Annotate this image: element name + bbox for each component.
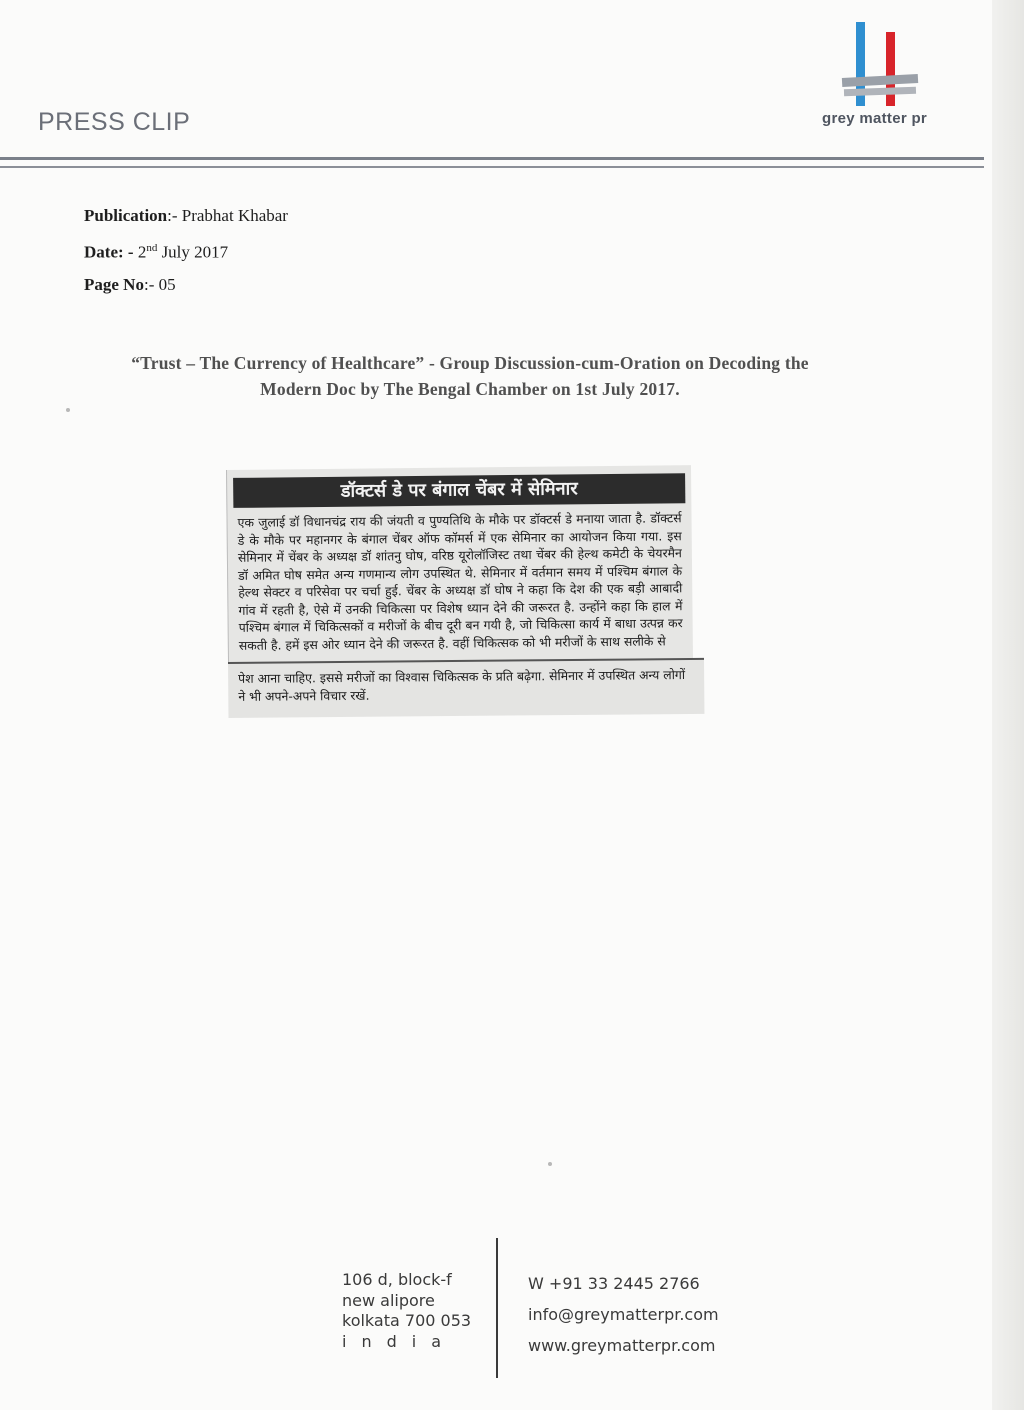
contact-email[interactable]: info@greymatterpr.com bbox=[528, 1305, 719, 1324]
logo-mark-icon bbox=[840, 22, 920, 108]
footer-address bbox=[342, 1270, 472, 1352]
footer-divider bbox=[496, 1238, 498, 1378]
grey-matter-logo bbox=[822, 20, 942, 132]
contact-website[interactable]: www.greymatterpr.com bbox=[528, 1336, 716, 1355]
scan-speck bbox=[66, 408, 70, 412]
page-value: :- 05 bbox=[143, 274, 176, 294]
address-line-1: 106 d, block-f bbox=[342, 1270, 452, 1289]
headline-line-2: Modern Doc by The Bengal Chamber on 1st July 2017. bbox=[260, 379, 680, 399]
scan-speck bbox=[548, 1162, 552, 1166]
address-line-3: kolkata 700 053 bbox=[342, 1311, 472, 1330]
header-rule-secondary bbox=[0, 166, 984, 168]
scan-edge bbox=[992, 0, 1024, 1410]
date-rest: July 2017 bbox=[161, 242, 229, 262]
footer-contact bbox=[528, 1268, 719, 1361]
article-headline bbox=[80, 350, 860, 402]
page-label: Page No bbox=[84, 274, 144, 294]
date-day: 2 bbox=[137, 242, 147, 262]
clip-metadata bbox=[84, 200, 288, 301]
address-line-4: india bbox=[342, 1331, 456, 1351]
page-title: PRESS CLIP bbox=[38, 108, 191, 136]
publication-value: :- Prabhat Khabar bbox=[167, 206, 288, 225]
newspaper-clipping-continuation bbox=[228, 658, 704, 718]
address-line-2: new alipore bbox=[342, 1290, 435, 1310]
headline-line-1: “Trust – The Currency of Healthcare” - Group Discussion-cum-Oration on Decoding the bbox=[131, 353, 809, 373]
clipping-title: डॉक्टर्स डे पर बंगाल चेंबर में सेमिनार bbox=[233, 473, 685, 508]
logo-text: grey matter pr bbox=[822, 110, 928, 127]
clipping-body: एक जुलाई डॉ विधानचंद्र राय की जंयती व पुण्यतिथि के मौके पर डॉक्टर्स डे मनाया जाता है. डॉक्टर्स डे के मौके पर महानगर के बंगाल चेंबर ऑफ कॉमर्स में एक सेमिनार का आयोजन किया गया. इस सेमिनार में चेंबर के अध्यक्ष डॉ शांतनु घोष, वरिष्ठ यूरोलॉजिस्ट तथा चेंबर की हेल्थ कमेटी के चेयरमैन डॉ अमित घोष समेत अन्य गणमान्य लोग उपस्थित थे. सेमिनार में वर्तमान समय में पश्चिम बंगाल के हेल्थ सेक्टर व परिसेवा पर चर्चा हुई. चेंबर के अध्यक्ष डॉ घोष ने कहा कि देश की एक बड़ी आबादी गांव में रहती है, ऐसे में उनकी चिकित्सा पर विशेष ध्यान देने की जरूरत है. उन्होंने कहा कि हाल में पश्चिम बंगाल में चिकित्सकों व मरीजों के बीच दूरी बन गयी है, जो चिकित्सा कार्य में बाधा उत्पन्न कर सकती है. हमें इस ओर ध्यान देने की जरूरत है. वहीं चिकित्सक को भी मरीजों के साथ सलीके से bbox=[237, 510, 683, 653]
publication-line bbox=[84, 200, 288, 232]
header-rule bbox=[0, 157, 984, 160]
newspaper-clipping bbox=[226, 465, 693, 664]
date-label: Date: - bbox=[84, 242, 134, 262]
page-number-line bbox=[84, 269, 288, 301]
contact-phone: W +91 33 2445 2766 bbox=[528, 1274, 700, 1293]
date-suffix: nd bbox=[146, 242, 158, 254]
clipping-body-continued: पेश आना चाहिए. इससे मरीजों का विश्वास चिकित्सक के प्रति बढ़ेगा. सेमिनार में उपस्थित अन्य लोगों ने भी अपने-अपने विचार रखें. bbox=[238, 667, 686, 704]
date-line bbox=[84, 232, 288, 269]
publication-label: Publication bbox=[84, 206, 168, 225]
